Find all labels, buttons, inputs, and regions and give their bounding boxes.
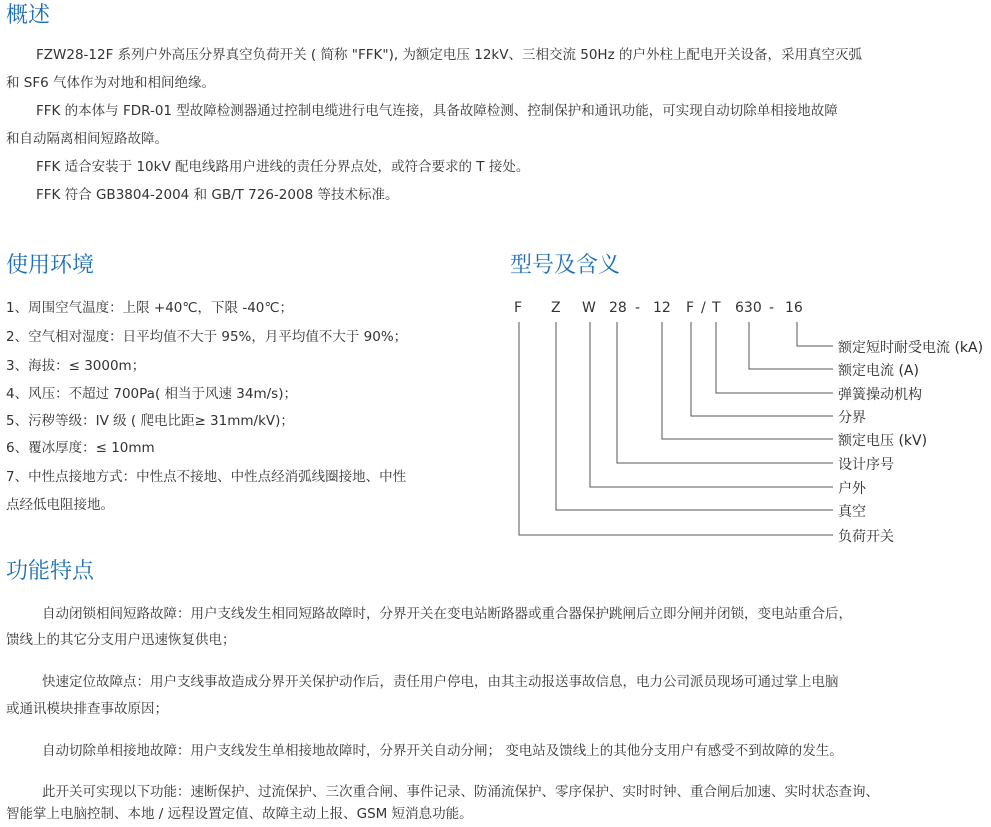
environment-item: 3、海拔：≤ 3000m；	[6, 358, 146, 374]
code-part-28: 28	[609, 300, 627, 316]
connector-line	[797, 322, 833, 346]
meaning-outdoor: 户外	[838, 481, 866, 497]
environment-item: 4、风压：不超过 700Pa( 相当于风速 34m/s)；	[6, 386, 297, 402]
code-part-z: Z	[551, 300, 561, 316]
environment-item: 6、覆冰厚度：≤ 10mm	[6, 440, 155, 456]
meaning-design-number: 设计序号	[838, 457, 894, 473]
features-title: 功能特点	[6, 559, 95, 584]
meaning-rated-short-time-current: 额定短时耐受电流 (kA)	[838, 340, 984, 356]
code-part-dash-1: -	[635, 300, 641, 316]
environment-item: 2、空气相对湿度：日平均值不大于 95%，月平均值不大于 90%；	[6, 329, 408, 345]
connector-line	[662, 322, 833, 439]
meaning-boundary: 分界	[838, 410, 866, 426]
overview-paragraph-1-line-1: FZW28-12F 系列户外高压分界真空负荷开关 ( 简称 "FFK"), 为额定电压 12kV、三相交流 50Hz 的户外柱上配电开关设备，采用真空灭弧	[36, 47, 862, 63]
feature-paragraph-1-line-2: 馈线上的其它分支用户迅速恢复供电；	[6, 632, 236, 648]
feature-paragraph-1-line-1: 自动闭锁相间短路故障：用户支线发生相同短路故障时，分界开关在变电站断路器或重合器保护跳闸后立即分闸并闭锁，变电站重合后，	[42, 606, 852, 622]
code-part-slash: /	[701, 300, 706, 316]
overview-paragraph-1-line-2: 和 SF6 气体作为对地和相间绝缘。	[6, 75, 216, 91]
overview-paragraph-2-line-1: FFK 的本体与 FDR-01 型故障检测器通过控制电缆进行电气连接，具备故障检测、控制保护和通讯功能，可实现自动切除单相接地故障	[36, 103, 838, 119]
feature-paragraph-3: 自动切除单相接地故障：用户支线发生单相接地故障时，分界开关自动分闸； 变电站及馈线上的其他分支用户有感受不到故障的发生。	[42, 743, 843, 759]
meaning-spring-mechanism: 弹簧操动机构	[838, 387, 922, 403]
model-title: 型号及含义	[510, 253, 621, 278]
overview-paragraph-2-line-2: 和自动隔离相间短路故障。	[6, 131, 168, 147]
connector-line	[519, 322, 833, 535]
feature-paragraph-4-line-1: 此开关可实现以下功能：速断保护、过流保护、三次重合闸、事件记录、防涌流保护、零序保护、实时时钟、重合闸后加速、实时状态查询、	[42, 784, 879, 800]
environment-item: 1、周围空气温度：上限 +40℃，下限 -40℃；	[6, 300, 294, 316]
code-part-16: 16	[785, 300, 803, 316]
code-part-f: F	[514, 300, 523, 316]
overview-title: 概述	[6, 3, 51, 28]
environment-item: 点经低电阻接地。	[6, 497, 114, 513]
environment-item: 5、污秽等级：IV 级 ( 爬电比距≥ 31mm/kV)；	[6, 413, 294, 429]
overview-paragraph-3: FFK 适合安装于 10kV 配电线路用户进线的责任分界点处，或符合要求的 T 接处。	[36, 159, 530, 175]
environment-title: 使用环境	[6, 253, 95, 278]
feature-paragraph-2-line-2: 或通讯模块排查事故原因；	[6, 701, 168, 717]
environment-item: 7、中性点接地方式：中性点不接地、中性点经消弧线圈接地、中性	[6, 469, 407, 485]
code-part-t: T	[712, 300, 721, 316]
connector-line	[590, 322, 833, 487]
feature-paragraph-4-line-2: 智能掌上电脑控制、本地 / 远程设置定值、故障主动上报、GSM 短消息功能。	[6, 806, 473, 822]
code-part-f2: F	[686, 300, 695, 316]
code-part-dash-2: -	[769, 300, 775, 316]
meaning-load-switch: 负荷开关	[838, 529, 894, 545]
overview-paragraph-4: FFK 符合 GB3804-2004 和 GB/T 726-2008 等技术标准。	[36, 187, 399, 203]
code-part-w: W	[582, 300, 596, 316]
meaning-rated-voltage: 额定电压 (kV)	[838, 433, 928, 449]
feature-paragraph-2-line-1: 快速定位故障点：用户支线事故造成分界开关保护动作后，责任用户停电，由其主动报送事故信息，电力公司派员现场可通过掌上电脑	[42, 674, 839, 690]
code-part-630: 630	[735, 300, 762, 316]
meaning-vacuum: 真空	[838, 504, 866, 520]
code-part-12: 12	[653, 300, 671, 316]
connector-line	[716, 322, 833, 393]
meaning-rated-current: 额定电流 (A)	[838, 363, 919, 379]
